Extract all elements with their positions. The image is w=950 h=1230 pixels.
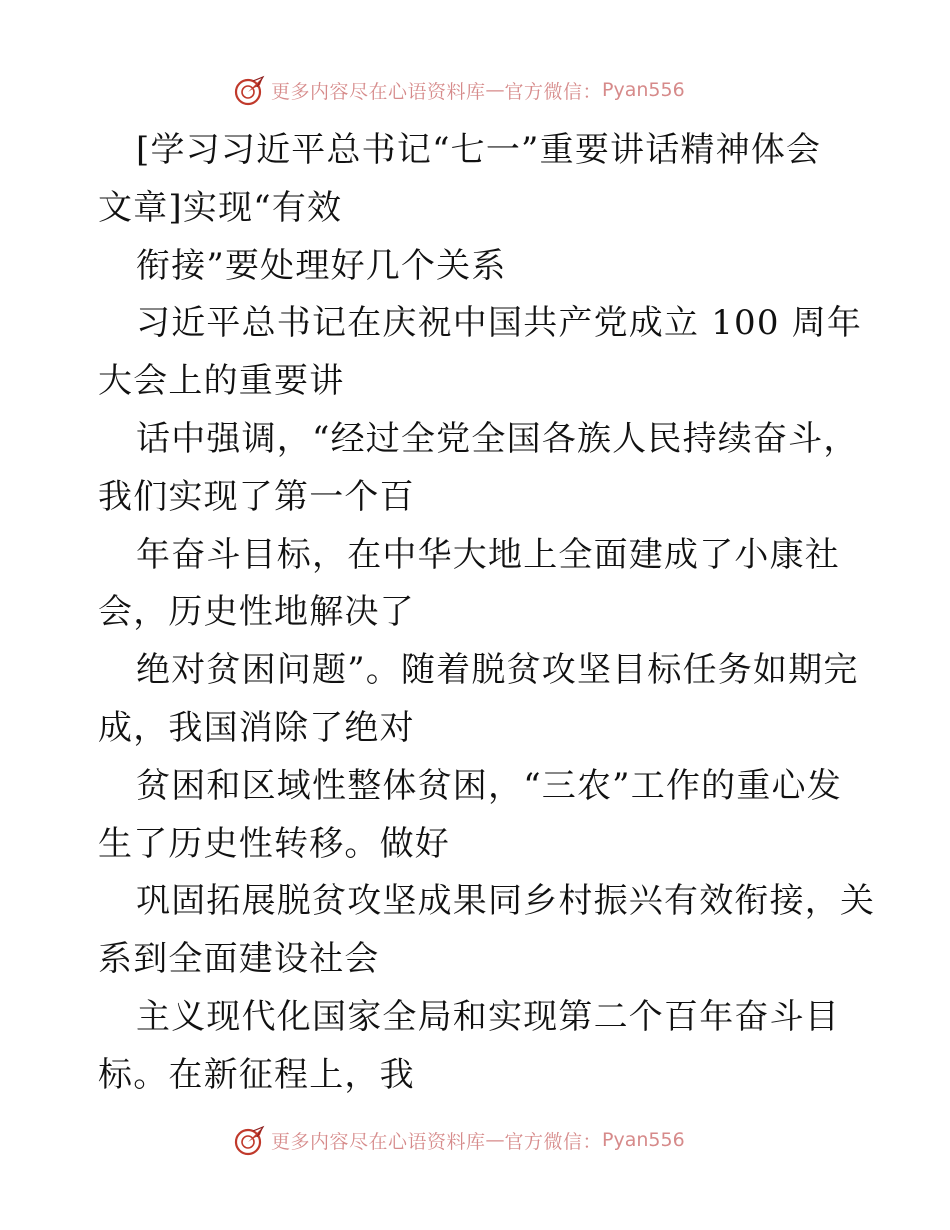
banner-contact-label: 官方微信： xyxy=(504,80,603,103)
text-line: 年奋斗目标，在中华大地上全面建成了小康社 xyxy=(136,534,840,575)
document-body xyxy=(98,122,876,1105)
text-line: 标。在新征程上，我 xyxy=(98,1054,415,1095)
text-line: 话中强调，“经过全党全国各族人民持续奋斗， xyxy=(136,418,859,459)
text-line: 我们实现了第一个百 xyxy=(98,476,415,517)
banner-contact-id: Pyan556 xyxy=(602,79,685,101)
banner-contact-label: 官方微信： xyxy=(504,1130,603,1153)
banner-contact-id: Pyan556 xyxy=(602,1129,685,1151)
text-line: 成，我国消除了绝对 xyxy=(98,707,415,748)
text-line: 大会上的重要讲 xyxy=(98,361,345,402)
text-line: 生了历史性转移。做好 xyxy=(98,823,450,864)
quill-pen-logo-icon xyxy=(233,1123,267,1157)
footer-banner xyxy=(233,1120,685,1160)
text-line: 系到全面建设社会 xyxy=(98,939,380,980)
banner-site-text: 更多内容尽在心语资料库 xyxy=(271,1130,486,1153)
banner-site-text: 更多内容尽在心语资料库 xyxy=(271,80,486,103)
text-line: 绝对贫困问题”。随着脱贫攻坚目标任务如期完 xyxy=(136,650,859,691)
text-line: 会，历史性地解决了 xyxy=(98,592,415,633)
text-line: [学习习近平总书记“七一”重要讲话精神体会 xyxy=(136,130,822,170)
quill-pen-logo-icon xyxy=(233,73,267,107)
banner-separator: — xyxy=(485,79,505,101)
banner-separator: — xyxy=(485,1129,505,1151)
text-line: 贫困和区域性整体贫困，“三农”工作的重心发 xyxy=(136,765,842,806)
text-line: 主义现代化国家全局和实现第二个百年奋斗目 xyxy=(136,996,840,1037)
header-banner xyxy=(233,70,685,110)
text-line: 文章]实现“有效 xyxy=(98,187,343,228)
text-line: 巩固拓展脱贫攻坚成果同乡村振兴有效衔接，关 xyxy=(136,881,876,922)
text-line: 衔接”要处理好几个关系 xyxy=(136,245,507,286)
text-line: 习近平总书记在庆祝中国共产党成立 100 周年 xyxy=(136,303,863,344)
